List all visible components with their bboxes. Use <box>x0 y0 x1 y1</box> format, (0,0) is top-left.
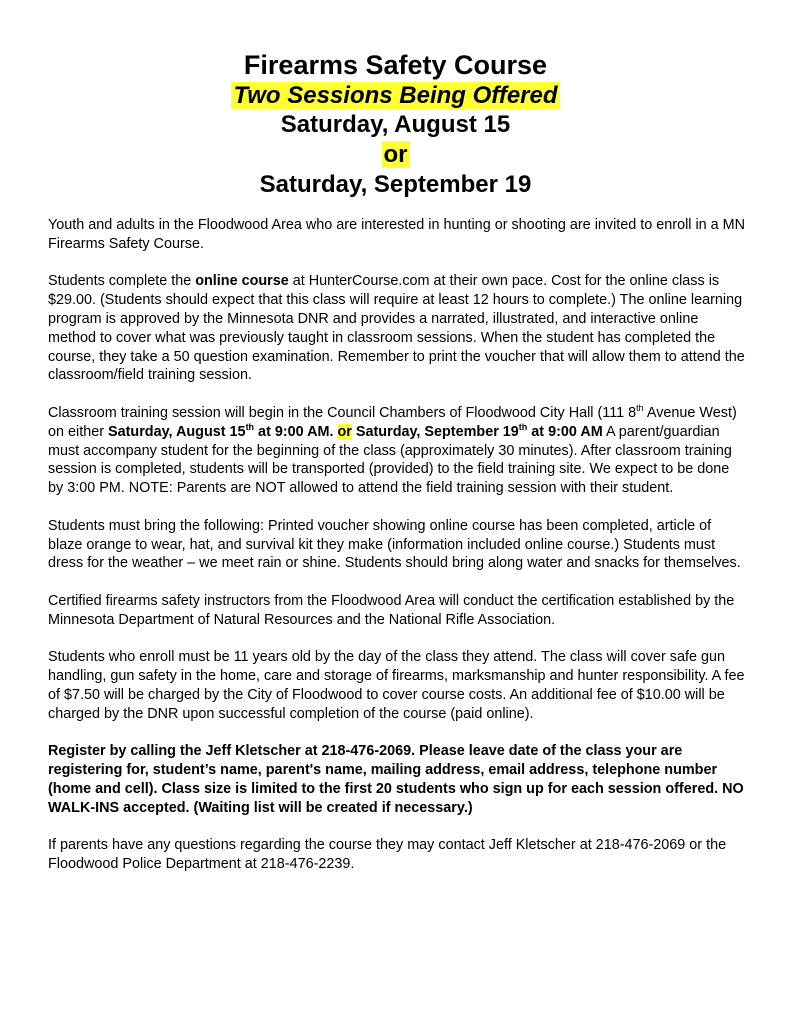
header <box>0 0 791 200</box>
superscript: th <box>518 421 528 432</box>
page-title: Firearms Safety Course <box>243 50 548 80</box>
superscript: th <box>245 421 255 432</box>
text-run: Classroom training session will begin in the Council Chambers of Floodwood City Hall (111 8 <box>48 404 637 421</box>
session-date-1: Saturday, August 15 <box>280 111 511 138</box>
text-run: A parent/guardian must accompany student for the beginning of the class (approximately 30 minutes). After classroom training session is completed, students will be transported (provided) to the field training site. We expect to be done by 3:00 PM. NOTE: Parents are NOT allowed to attend the field training session with their student. <box>48 423 732 497</box>
eligibility-paragraph: Students who enroll must be 11 years old by the day of the class they attend. The class will cover safe gun handling, gun safety in the home, care and storage of firearms, marksmanship and hunter responsibility. A fee of $7.50 will be charged by the City of Floodwood to cover course costs. An additional fee of $10.00 will be charged by the DNR upon successful completion of the course (paid online). <box>48 649 745 722</box>
online-course-emphasis: online course <box>195 273 289 290</box>
time-emphasis: at 9:00 AM <box>527 423 603 440</box>
online-course-paragraph <box>48 272 748 385</box>
or-separator: or <box>383 141 408 168</box>
text-run: Avenue West) on either <box>48 404 737 440</box>
instructors-paragraph: Certified firearms safety instructors from the Floodwood Area will conduct the certification established by the Minnesota Department of Natural Resources and the National Rifle Association. <box>48 592 735 628</box>
session-date-2: Saturday, September 19 <box>259 171 532 198</box>
registration-paragraph: Register by calling the Jeff Kletscher at 218-476-2069. Please leave date of the class your are registering for, student’s name, parent's name, mailing address, email address, telephone number (home and cell). Class size is limited to the first 20 students who sign up for each session offered. NO WALK-INS accepted. (Waiting list will be created if necessary.) <box>48 743 744 816</box>
sessions-subtitle: Two Sessions Being Offered <box>233 82 558 109</box>
intro-paragraph: Youth and adults in the Floodwood Area who are interested in hunting or shooting are invited to enroll in a MN Firearms Safety Course. <box>48 217 746 252</box>
classroom-paragraph <box>48 404 748 498</box>
document-body <box>48 216 748 893</box>
date-emphasis: Saturday, September 19 <box>351 423 519 440</box>
requirements-paragraph: Students must bring the following: Printed voucher showing online course has been completed, article of blaze orange to wear, hat, and survival kit they make (information included online course.) Students must dress for the weather – we meet rain or shine. Students should bring along water and snacks for themselves. <box>48 517 741 572</box>
superscript: th <box>636 402 644 413</box>
text-run: Students complete the <box>48 273 196 290</box>
text-run: at HunterCourse.com at their own pace. Cost for the online class is $29.00. (Students should expect that this class will require at least 12 hours to complete.) The online learning program is approved by the Minnesota DNR and provides a narrated, illustrated, and interactive online method to cover what was previously taught in classroom sessions. When the student has completed the course, they take a 50 question examination. Remember to print the voucher that will allow them to attend the classroom/field training session. <box>48 273 745 384</box>
date-emphasis: Saturday, August 15 <box>108 423 246 440</box>
or-highlight: or <box>337 423 352 440</box>
time-emphasis: at 9:00 AM. <box>254 423 338 440</box>
contact-paragraph: If parents have any questions regarding the course they may contact Jeff Kletscher at 218-476-2069 or the Floodwood Police Department at 218-476-2239. <box>48 837 727 873</box>
